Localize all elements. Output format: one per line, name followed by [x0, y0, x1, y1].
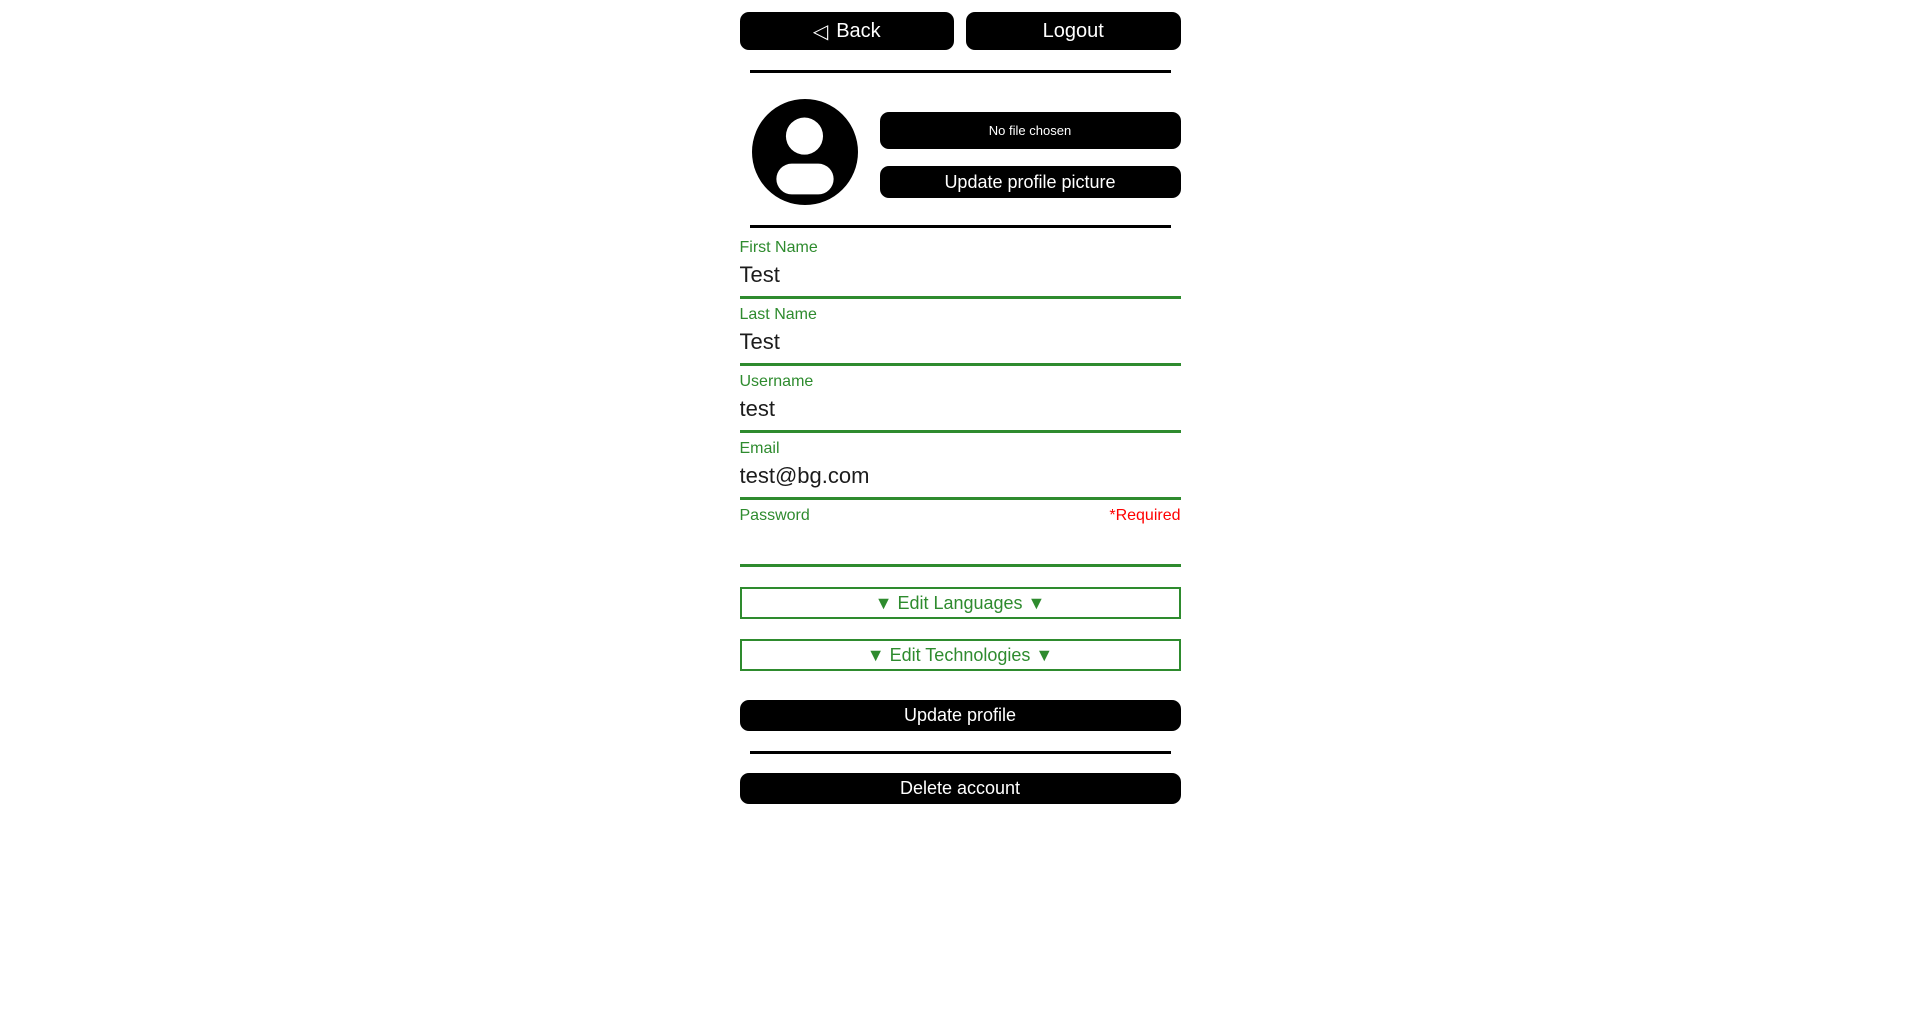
field-username: [740, 372, 1181, 433]
first-name-label: First Name: [739, 239, 818, 256]
divider-middle: [750, 225, 1171, 228]
username-label: Username: [739, 373, 814, 390]
field-last-name: [740, 305, 1181, 366]
password-label: Password: [739, 507, 810, 524]
delete-account-label: Delete account: [899, 778, 1021, 798]
update-profile-button[interactable]: [740, 700, 1181, 731]
update-picture-label: Update profile picture: [944, 171, 1116, 192]
file-status-label: No file chosen: [988, 123, 1072, 138]
file-input-status[interactable]: [880, 112, 1181, 149]
required-note: *Required: [1109, 507, 1181, 524]
edit-languages-button[interactable]: [740, 587, 1181, 619]
last-name-input[interactable]: [740, 324, 1181, 366]
divider-top: [750, 70, 1171, 73]
picture-controls: [880, 112, 1181, 198]
delete-account-button[interactable]: [740, 773, 1181, 804]
field-email: [740, 439, 1181, 500]
edit-technologies-label: ▼ Edit Technologies ▼: [866, 644, 1054, 665]
update-profile-picture-button[interactable]: [880, 166, 1181, 198]
profile-picture-section: [740, 99, 1181, 205]
logout-button[interactable]: [966, 12, 1181, 50]
username-input[interactable]: [740, 391, 1181, 433]
first-name-input[interactable]: [740, 257, 1181, 299]
update-profile-label: Update profile: [903, 705, 1017, 725]
person-circle-icon: [752, 99, 858, 205]
email-input[interactable]: [740, 458, 1181, 500]
last-name-label: Last Name: [739, 306, 817, 323]
field-first-name: [740, 238, 1181, 299]
password-input[interactable]: [740, 525, 1181, 567]
edit-languages-label: ▼ Edit Languages ▼: [874, 592, 1046, 613]
profile-form: [740, 238, 1181, 731]
field-password: [740, 506, 1181, 567]
edit-technologies-button[interactable]: [740, 639, 1181, 671]
back-arrow-icon: ◁: [812, 20, 829, 43]
logout-button-label: Logout: [1042, 19, 1104, 42]
back-button[interactable]: [740, 12, 955, 50]
top-button-row: [740, 12, 1181, 50]
email-label: Email: [739, 440, 780, 457]
profile-page: [740, 0, 1181, 804]
back-button-label: Back: [836, 19, 881, 42]
divider-bottom: [750, 751, 1171, 754]
